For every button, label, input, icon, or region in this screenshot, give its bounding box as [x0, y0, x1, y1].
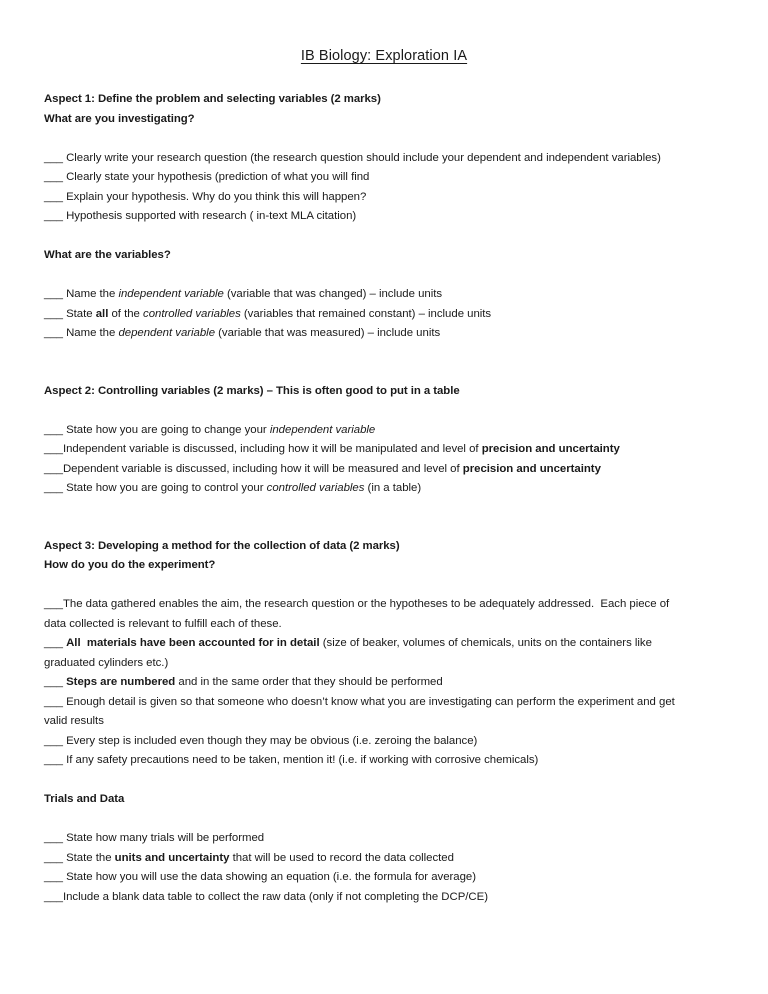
checklist-item-text: ___ Hypothesis supported with research ( in-text MLA citation): [44, 210, 357, 223]
checklist-item: [44, 168, 684, 188]
checklist-item-text: ___ Clearly state your hypothesis (prediction of what you will find: [44, 171, 370, 184]
spacer: [44, 499, 724, 537]
section-aspect-3: [44, 537, 724, 771]
spacer: [44, 576, 724, 596]
spacer: [44, 266, 724, 286]
section-heading: Aspect 3: Developing a method for the collection of data (2 marks): [44, 539, 400, 552]
checklist-item-text: ___ Enough detail is given so that someone who doesn’t know what you are investigating can perform the experiment and get valid results: [44, 695, 675, 728]
checklist-item: [44, 693, 684, 732]
checklist-item: [44, 440, 684, 460]
checklist-item-text: ___ Clearly write your research question (the research question should include your dependent and independent variables): [44, 151, 661, 164]
checklist-item-text: ___ State how you are going to control your controlled variables (in a table): [44, 482, 422, 495]
section-subheading: How do you do the experiment?: [44, 559, 216, 572]
checklist-item-text: ___ Name the independent variable (variable that was changed) – include units: [44, 288, 443, 301]
checklist-item-text: ___ If any safety precautions need to be taken, mention it! (i.e. if working with corrosive chemicals): [44, 754, 539, 767]
checklist-item: [44, 849, 684, 869]
checklist-item: [44, 207, 684, 227]
checklist-item-text: ___ State how many trials will be performed: [44, 832, 265, 845]
checklist-item: [44, 460, 684, 480]
page-title: IB Biology: Exploration IA: [300, 48, 468, 64]
checklist-item: [44, 285, 684, 305]
spacer: [44, 401, 724, 421]
section-heading: Aspect 1: Define the problem and selecting variables (2 marks): [44, 93, 381, 106]
spacer: [44, 810, 724, 830]
checklist-item-text: ___ State how you are going to change your independent variable: [44, 423, 376, 436]
spacer: [44, 227, 724, 247]
checklist-item: [44, 634, 684, 673]
checklist-item-text: ___Independent variable is discussed, including how it will be manipulated and level of precision and uncertainty: [44, 443, 620, 456]
checklist-item: [44, 868, 684, 888]
checklist-item: [44, 595, 684, 634]
checklist-item-text: ___ State the units and uncertainty that will be used to record the data collected: [44, 851, 454, 864]
checklist-item-text: ___ Steps are numbered and in the same order that they should be performed: [44, 676, 443, 689]
spacer: [44, 771, 724, 791]
section-aspect-2: [44, 382, 724, 499]
section-trials-and-data: [44, 790, 724, 907]
checklist-item: [44, 324, 684, 344]
checklist-item-text: ___ State how you will use the data showing an equation (i.e. the formula for average): [44, 871, 477, 884]
checklist-item-text: ___ State all of the controlled variables (variables that remained constant) – include units: [44, 307, 492, 320]
checklist-item: [44, 751, 684, 771]
checklist-item-text: ___Dependent variable is discussed, including how it will be measured and level of precision and uncertainty: [44, 462, 601, 475]
section-aspect-1: [44, 90, 724, 344]
section-heading: Aspect 2: Controlling variables (2 marks) – This is often good to put in a table: [44, 384, 460, 397]
section-subheading-variables: What are the variables?: [44, 249, 171, 262]
checklist-item-text: ___ Every step is included even though they may be obvious (i.e. zeroing the balance): [44, 734, 478, 747]
checklist-item-text: ___ All materials have been accounted for in detail (size of beaker, volumes of chemicals, units on the containers like graduated cylinders etc.): [44, 637, 652, 669]
checklist-item-text: ___ Name the dependent variable (variable that was measured) – include units: [44, 327, 441, 340]
checklist-item-text: ___The data gathered enables the aim, the research question or the hypotheses to be adequately addressed. Each piece of data collected is relevant to fulfill each of these.: [44, 598, 670, 630]
spacer: [44, 65, 724, 90]
section-heading: Trials and Data: [44, 793, 125, 806]
checklist-item: [44, 305, 684, 325]
checklist-item: [44, 421, 684, 441]
checklist-item: [44, 888, 684, 908]
checklist-item-text: ___ Explain your hypothesis. Why do you think this will happen?: [44, 190, 367, 203]
spacer: [44, 129, 724, 149]
checklist-item-text: ___Include a blank data table to collect the raw data (only if not completing the DCP/CE): [44, 890, 488, 903]
spacer: [44, 344, 724, 382]
checklist-item: [44, 673, 684, 693]
checklist-item: [44, 188, 684, 208]
checklist-item: [44, 732, 684, 752]
checklist-item: [44, 149, 684, 169]
section-subheading: What are you investigating?: [44, 112, 195, 125]
checklist-item: [44, 479, 684, 499]
checklist-item: [44, 829, 684, 849]
